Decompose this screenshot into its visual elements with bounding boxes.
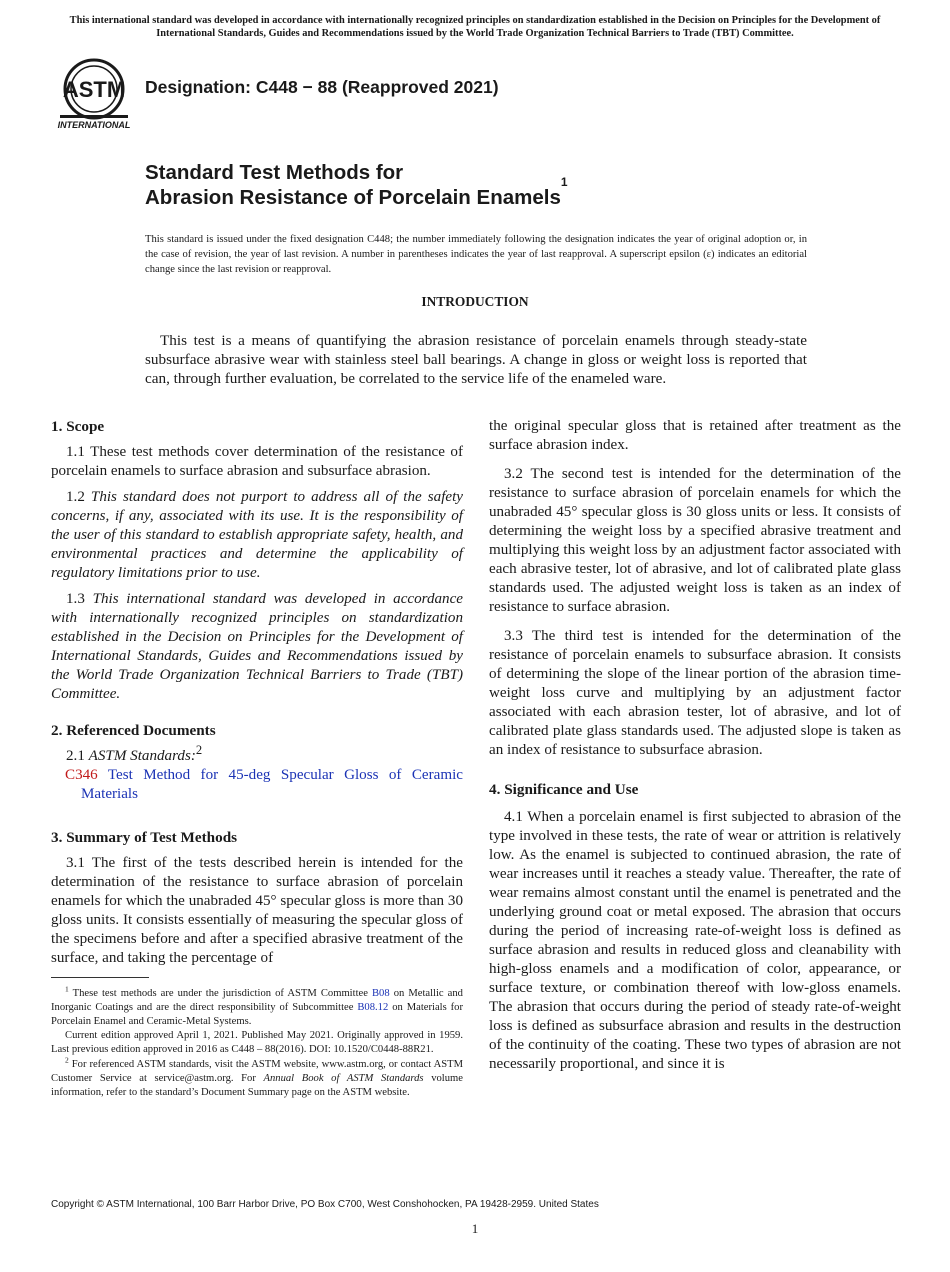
introduction-heading: INTRODUCTION <box>421 294 529 309</box>
astm-logo <box>54 57 134 133</box>
footnote-edition: Current edition approved April 1, 2021. Published May 2021. Originally approved in 1959. Last previous edition approved in 2016 as C448 – 88(2016). DOI: 10.1520/C0448-88R21. <box>51 1030 463 1056</box>
footnote-divider <box>51 977 149 978</box>
paragraph-3-2: 3.2 The second test is intended for the determination of the resistance to surface abrasion of porcelain enamels for which the unabraded 45° specular gloss is 30 gloss units or less. It consists of determining the weight loss by a specified abrasive treatment and multiplying this weight loss by an adjustment factor associated with each abrasive tester, lot of abrasive, and lot of calibrated plate glass standards used. The adjusted weight loss is taken as an index of resistance to surface abrasion. <box>489 466 901 615</box>
left-column <box>51 417 463 975</box>
paragraph-1-1: 1.1 These test methods cover determination of the resistance of porcelain enamels to surface abrasion and subsurface abrasion. <box>51 444 463 479</box>
footnote-ref-2[interactable]: 2 <box>195 742 203 757</box>
tbt-notice: This international standard was developed in accordance with internationally recognized principles on standardization established in the Decision on Principles for the Development of International Standards, Guides and Recommendations issued by the World Trade Organization Technical Barriers to Trade (TBT) Committee. <box>69 15 881 39</box>
footnotes <box>51 984 464 1100</box>
paragraph-3-3: 3.3 The third test is intended for the determination of the resistance of porcelain enamels to subsurface abrasion. It consists of determining the slope of the linear portion of the abrasion time-weight loss curve and multiplying by an adjustment factor associated with each abrasion tester, lot of abrasive, and lot of calibrated plate glass standards used. The adjusted slope is taken as an index of resistance to subsurface abrasion. <box>489 628 901 758</box>
section-scope-heading: 1. Scope <box>51 418 105 435</box>
subcommittee-link-b08-12[interactable]: B08.12 <box>357 1001 389 1013</box>
paragraph-2-1: 2.1 ASTM Standards:$^2$ <box>66 742 203 764</box>
paragraph-3-1-continued: the original specular gloss that is retained after treatment as the surface abrasion index. <box>489 418 901 453</box>
title-footnote-ref[interactable]: 1 <box>560 175 568 189</box>
section-significance-heading: 4. Significance and Use <box>489 781 639 798</box>
document-title <box>145 160 568 210</box>
title-line-2: Abrasion Resistance of Porcelain Enamels$^1$ <box>145 175 568 209</box>
section-referenced-heading: 2. Referenced Documents <box>51 722 216 739</box>
footnote-1: $^1$ These test methods are under the jurisdiction of ASTM Committee B08 on Metallic and Inorganic Coatings and are the direct responsibility of Subcommittee B08.12 on Materials for Porcelain Enamel and Ceramic-Metal Systems. <box>51 984 463 1027</box>
title-line-1: Standard Test Methods for <box>145 161 404 184</box>
reference-title-link[interactable]: Test Method for 45-deg Specular Gloss of Ceramic Materials <box>81 767 463 802</box>
logo-text: INTERNATIONAL <box>57 120 131 130</box>
paragraph-1-2: 1.2 This standard does not purport to address all of the safety concerns, if any, associated with its use. It is the responsibility of the user of this standard to establish appropriate safety, health, and environmental practices and determine the applicability of regulatory limitations prior to use. <box>51 489 463 581</box>
issuance-note: This standard is issued under the fixed designation C448; the number immediately following the designation indicates the year of original adoption or, in the case of revision, the year of last revision. A number in parentheses indicates the year of last reapproval. A superscript epsilon (ε) indicates an editorial change since the last revision or reapproval. <box>145 234 807 275</box>
right-column <box>489 417 901 1081</box>
paragraph-3-1: 3.1 The first of the tests described herein is intended for the determination of the resistance to surface abrasion of porcelain enamels for which the unabraded 45° specular gloss is more than 30 gloss units. It consists essentially of measuring the specular gloss of the specimens before and after a specified abrasive treatment of the surface, and taking the percentage of <box>51 855 463 966</box>
introduction-text: This test is a means of quantifying the abrasion resistance of porcelain enamels through steady-state subsurface abrasive wear with stainless steel ball bearings. A change in gloss or weight loss is reported that can, through further evaluation, be correlated to the service life of the enameled ware. <box>145 332 807 387</box>
section-summary-heading: 3. Summary of Test Methods <box>51 829 238 846</box>
page-number: 1 <box>471 1221 479 1236</box>
reference-c346[interactable] <box>51 766 463 804</box>
committee-link-b08[interactable]: B08 <box>371 988 390 999</box>
footnote-2: $^2$ For referenced ASTM standards, visit the ASTM website, www.astm.org, or contact ASTM Customer Service at service@astm.org. For Annual Book of ASTM Standards volume information, refer to the standard’s Document Summary page on the ASTM website. <box>51 1055 464 1098</box>
logo-mark: ASTM <box>62 77 126 102</box>
copyright: Copyright © ASTM International, 100 Barr Harbor Drive, PO Box C700, West Conshohocken, PA 19428-2959. United States <box>51 1199 599 1210</box>
paragraph-4-1: 4.1 When a porcelain enamel is first subjected to abrasion of the type involved in these tests, the rate of wear or attrition is relatively low. As the enamel is subjected to continued abrasion, the rate of wear increases until it reaches a steady value. Thereafter, the rate of wear remains almost constant until the enamel is penetrated and the underlying ground coat or metal exposed. The abrasion that occurs during the period of increasing rate-of-weight loss is defined as surface abrasion and results in reduced gloss and cleanability with high-gloss enamels and a modification of color, appearance, or surface texture, or combination thereof with low-gloss enamels. The abrasion that occurs during the period of steady rate-of-weight loss is defined as subsurface abrasion and results in the destruction of the continuity of the coating. These two types of abrasion are not necessarily proportional, and since it is <box>489 809 901 1072</box>
reference-code[interactable]: C346 <box>65 767 98 783</box>
paragraph-1-3: 1.3 This international standard was developed in accordance with internationally recognized principles on standardization established in the Decision on Principles for the Development of International Standards, Guides and Recommendations issued by the World Trade Organization Technical Barriers to Trade (TBT) Committee. <box>51 591 463 702</box>
designation: Designation: C448 − 88 (Reapproved 2021) <box>145 77 499 97</box>
